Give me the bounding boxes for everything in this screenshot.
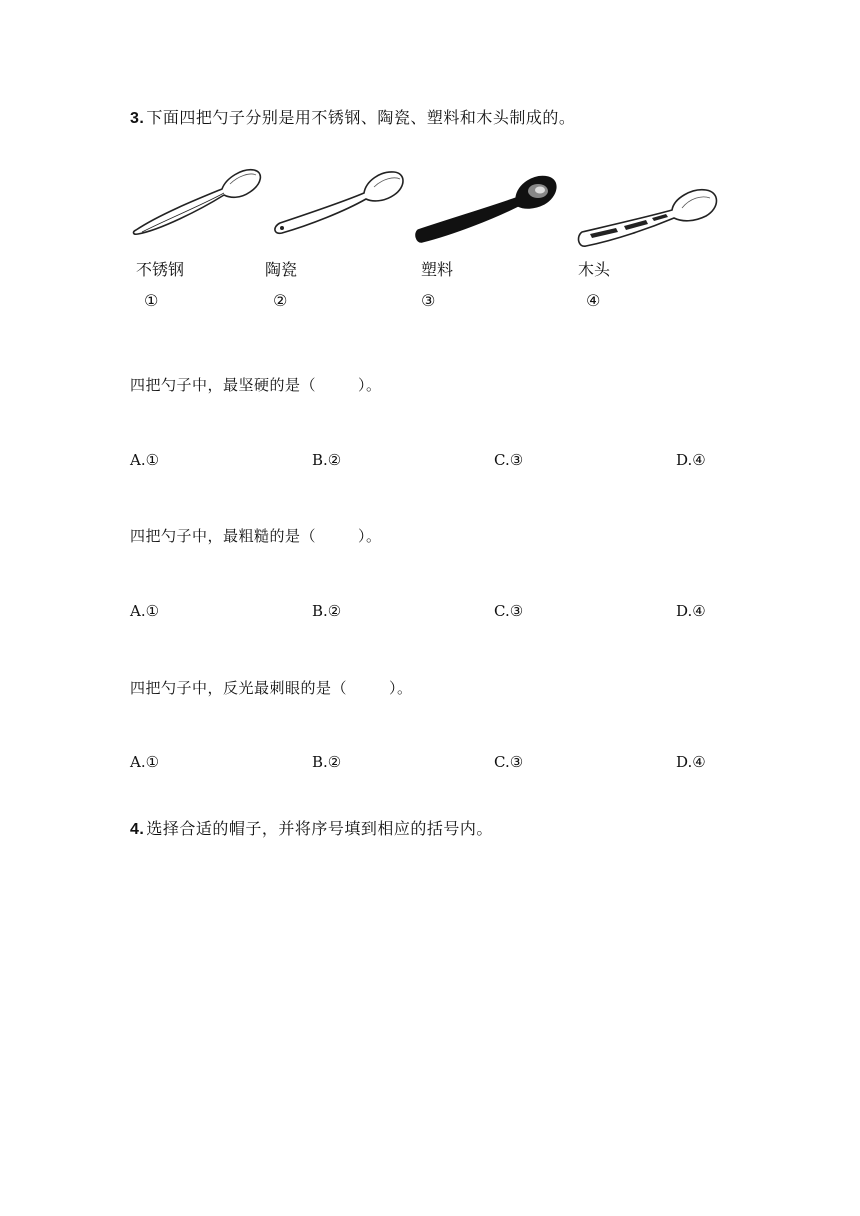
question-3-text: 下面四把勺子分别是用不锈钢、陶瓷、塑料和木头制成的。 [146, 108, 576, 127]
subquestion-3-option-b[interactable]: B.② [312, 753, 342, 771]
subquestion-2-prompt [130, 525, 382, 546]
spoon-label-plastic: 塑料 [421, 260, 454, 279]
subquestion-2-option-b[interactable]: B.② [312, 602, 342, 620]
spoon-label-stainless-steel: 不锈钢 [136, 260, 185, 279]
ceramic-spoon-image [270, 167, 410, 237]
spoon-marker-3: ③ [421, 291, 436, 310]
stainless-steel-spoon-image [130, 162, 265, 237]
subquestion-1-option-a[interactable]: A.① [130, 451, 160, 469]
subquestion-3-close: ）。 [389, 679, 413, 697]
subquestion-1-prompt [130, 374, 382, 395]
subquestion-1-text: 四把勺子中，最坚硬的是（ [130, 376, 317, 394]
subquestion-3-text: 四把勺子中，反光最刺眼的是（ [130, 679, 348, 697]
subquestion-2-option-d[interactable]: D.④ [676, 602, 706, 620]
spoon-marker-4: ④ [586, 291, 601, 310]
question-3-title [130, 105, 575, 128]
subquestion-3-option-d[interactable]: D.④ [676, 753, 706, 771]
subquestion-1-option-b[interactable]: B.② [312, 451, 342, 469]
question-4-number: 4. [130, 821, 145, 838]
subquestion-1-option-c[interactable]: C.③ [494, 451, 524, 469]
spoon-marker-2: ② [273, 291, 288, 310]
subquestion-3-option-a[interactable]: A.① [130, 753, 160, 771]
subquestion-2-option-a[interactable]: A.① [130, 602, 160, 620]
subquestion-2-text: 四把勺子中，最粗糙的是（ [130, 527, 317, 545]
subquestion-3-prompt [130, 677, 413, 698]
subquestion-1-option-d[interactable]: D.④ [676, 451, 706, 469]
question-4-title [130, 816, 493, 839]
wooden-spoon-image [576, 186, 724, 248]
spoon-label-ceramic: 陶瓷 [265, 260, 298, 279]
spoon-label-wood: 木头 [578, 260, 611, 279]
subquestion-1-close: ）。 [358, 376, 382, 394]
subquestion-2-option-c[interactable]: C.③ [494, 602, 524, 620]
subquestion-3-option-c[interactable]: C.③ [494, 753, 524, 771]
question-3-number: 3. [130, 110, 145, 127]
subquestion-2-close: ）。 [358, 527, 382, 545]
question-4-text: 选择合适的帽子，并将序号填到相应的括号内。 [146, 819, 493, 838]
spoon-marker-1: ① [144, 291, 159, 310]
plastic-spoon-image [414, 172, 559, 244]
